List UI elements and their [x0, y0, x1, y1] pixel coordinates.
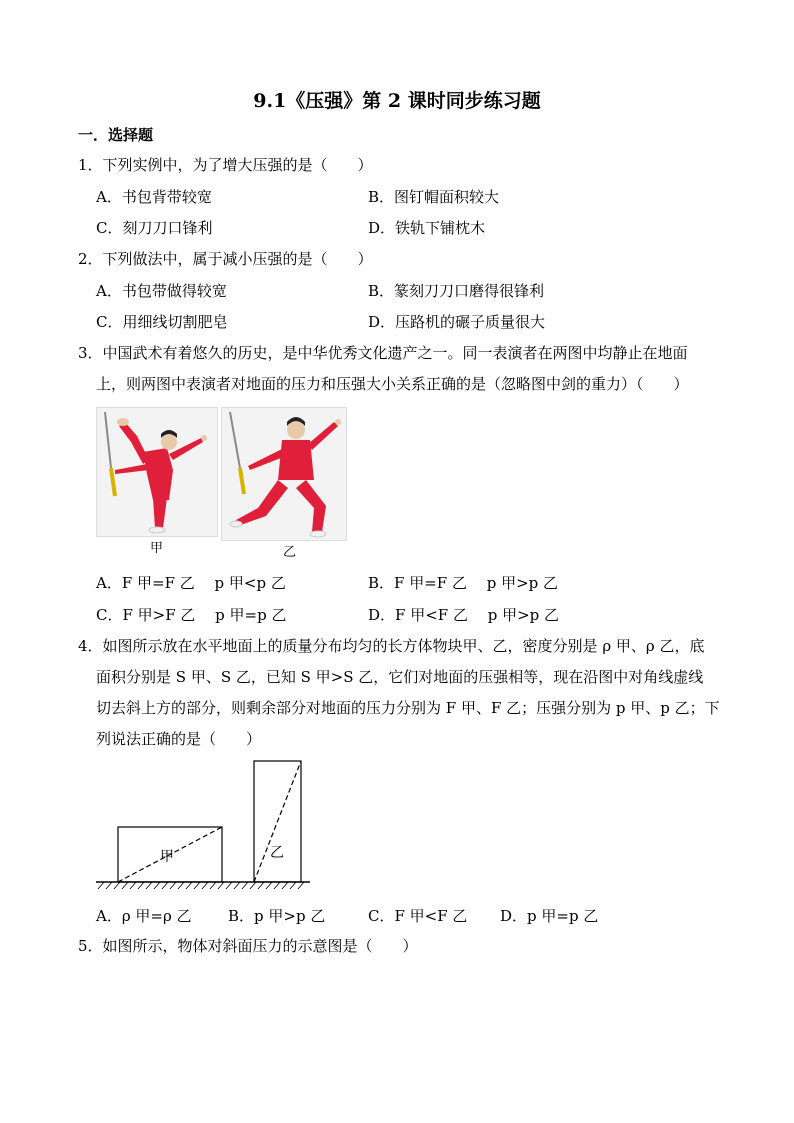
performer-b-illustration	[222, 408, 346, 540]
question-4-option-b: B．p 甲>p 乙	[228, 907, 326, 925]
question-1-option-d: D．铁轨下铺枕木	[368, 219, 486, 237]
blocks-diagram	[94, 757, 314, 891]
section-heading: 一．选择题	[78, 126, 154, 144]
photo-a-caption: 甲	[150, 541, 164, 556]
question-3-stem-line-1: 3．中国武术有着悠久的历史，是中华优秀文化遗产之一。同一表演者在两图中均静止在地面	[78, 344, 688, 362]
question-3-stem-line-2: 上，则两图中表演者对地面的压力和压强大小关系正确的是（忽略图中剑的重力）（ ）	[96, 375, 689, 393]
question-3-option-b: B．F 甲=F 乙 p 甲>p 乙	[368, 574, 559, 592]
question-5-stem: 5．如图所示，物体对斜面压力的示意图是（ ）	[78, 937, 418, 955]
question-2-option-c: C．用细线切割肥皂	[96, 313, 228, 331]
question-2-option-b: B．篆刻刀刀口磨得很锋利	[368, 282, 545, 300]
question-4-stem-line-3: 切去斜上方的部分，则剩余部分对地面的压力分别为 F 甲、F 乙；压强分别为 p 甲、p 乙；下	[96, 699, 720, 717]
question-4-option-d: D．p 甲=p 乙	[500, 907, 599, 925]
question-3-option-d: D．F 甲<F 乙 p 甲>p 乙	[368, 606, 560, 624]
question-2-option-d: D．压路机的碾子质量很大	[368, 313, 546, 331]
block-a-label: 甲	[160, 849, 174, 865]
question-2-option-a: A．书包带做得较宽	[96, 282, 227, 300]
question-4-stem-line-2: 面积分别是 S 甲、S 乙，已知 S 甲>S 乙，它们对地面的压强相等，现在沿图中对角线虚线	[96, 668, 704, 686]
page-title: 9.1《压强》第 2 课时同步练习题	[253, 90, 541, 112]
question-4-stem-line-1: 4．如图所示放在水平地面上的质量分布均匀的长方体物块甲、乙，密度分别是 ρ 甲、ρ 乙，底	[78, 637, 705, 655]
question-1-option-b: B．图钉帽面积较大	[368, 188, 500, 206]
question-1-stem: 1．下列实例中，为了增大压强的是（ ）	[78, 156, 373, 174]
question-3-option-c: C．F 甲>F 乙 p 甲=p 乙	[96, 606, 287, 624]
ground-hatching	[98, 882, 304, 889]
question-4-stem-line-4: 列说法正确的是（ ）	[96, 730, 262, 748]
block-b-label: 乙	[270, 845, 284, 861]
question-3-option-a: A．F 甲=F 乙 p 甲<p 乙	[96, 574, 286, 592]
wushu-photo-b	[221, 407, 347, 541]
question-2-stem: 2．下列做法中，属于减小压强的是（ ）	[78, 250, 373, 268]
question-1-option-a: A．书包背带较宽	[96, 188, 212, 206]
wushu-photo-a	[96, 407, 218, 537]
question-1-option-c: C．刻刀刀口锋利	[96, 219, 213, 237]
photo-b-caption: 乙	[283, 545, 297, 560]
question-4-option-a: A．ρ 甲=ρ 乙	[96, 907, 192, 925]
question-4-option-c: C．F 甲<F 乙	[368, 907, 468, 925]
performer-a-illustration	[97, 408, 217, 536]
